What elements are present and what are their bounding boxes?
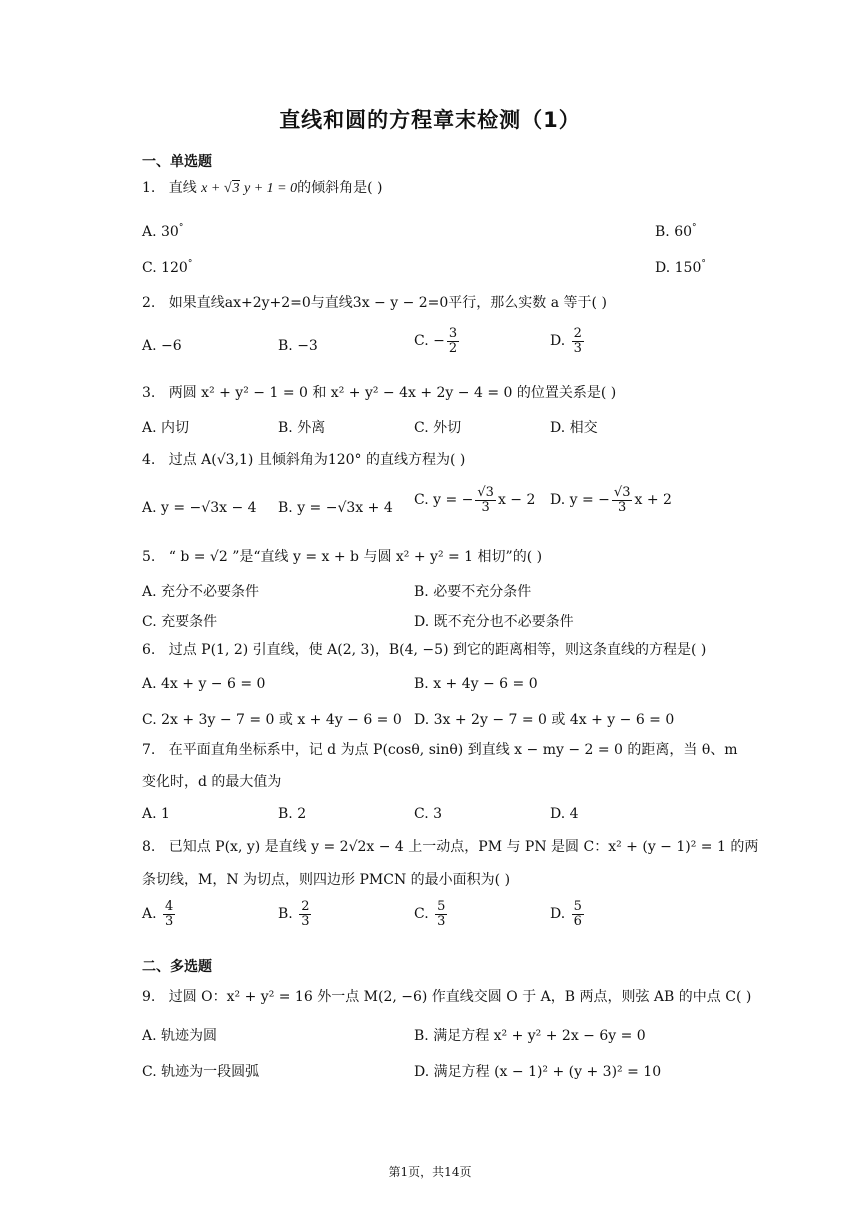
question-2 xyxy=(142,295,607,312)
option-c: C. 轨迹为一段圆弧 xyxy=(142,1064,260,1080)
fraction: $\frac{5}{3}$ xyxy=(437,899,446,929)
option-a: A. 充分不必要条件 xyxy=(142,584,260,600)
option-a: A. 4x + y − 6 = 0 xyxy=(142,676,266,692)
fraction: $\frac{4}{3}$ xyxy=(165,899,174,929)
fraction: $\frac{2}{3}$ xyxy=(573,326,582,356)
option-d: D. $\frac{2}{3}$ xyxy=(550,326,582,356)
option-b: B. y = −√3x + 4 xyxy=(278,500,393,516)
option-c: C. $\frac{5}{3}$ xyxy=(414,899,446,929)
option-d: D. 150° xyxy=(655,259,706,276)
option-b: B. 外离 xyxy=(278,420,326,436)
page-title: 直线和圆的方程章末检测（1） xyxy=(279,108,581,132)
section-heading-single: 一、单选题 xyxy=(142,154,212,170)
option-d: D. 既不充分也不必要条件 xyxy=(414,614,574,630)
option-c: C. y = − $\frac{√3}{3}$ x − 2 xyxy=(414,485,536,515)
option-c: C. 外切 xyxy=(414,420,462,436)
question-4 xyxy=(142,452,465,469)
option-a: A. 30° xyxy=(142,223,184,240)
option-a: A. 内切 xyxy=(142,420,190,436)
question-number: 1. xyxy=(142,180,156,196)
question-text: 过点 P(1, 2) 引直线，使 A(2, 3)，B(4, −5) 到它的距离相等，则这条直线的方程是( ) xyxy=(168,642,707,658)
option-d: D. 4 xyxy=(550,806,579,822)
option-a: A. 1 xyxy=(142,806,170,822)
question-5 xyxy=(142,549,542,566)
option-d: D. $\frac{5}{6}$ xyxy=(550,899,582,929)
option-b: B. x + 4y − 6 = 0 xyxy=(414,676,538,692)
radical: 3 xyxy=(232,181,240,196)
question-text: 的倾斜角是( ) xyxy=(297,180,383,196)
option-b: B. 满足方程 x² + y² + 2x − 6y = 0 xyxy=(414,1028,646,1044)
option-c: C. 2x + 3y − 7 = 0 或 x + 4y − 6 = 0 xyxy=(142,712,402,728)
fraction: $\frac{2}{3}$ xyxy=(301,899,310,929)
question-8 xyxy=(142,839,758,856)
option-d: D. 相交 xyxy=(550,420,598,436)
section-heading-multi: 二、多选题 xyxy=(142,959,212,975)
fraction: $\frac{√3}{3}$ xyxy=(613,485,631,515)
question-3 xyxy=(142,385,616,402)
option-a: A. −6 xyxy=(142,338,182,354)
fraction: $\frac{5}{6}$ xyxy=(573,899,582,929)
option-c: C. 120° xyxy=(142,259,193,276)
math-expression: y + 1 = 0 xyxy=(243,181,298,196)
option-b: B. $\frac{2}{3}$ xyxy=(278,899,310,929)
question-8-line-2: 条切线，M，N 为切点，则四边形 PMCN 的最小面积为( ) xyxy=(142,872,511,888)
fraction: $\frac{3}{2}$ xyxy=(448,326,458,356)
question-number: 9. xyxy=(142,989,156,1005)
option-a: A. 轨迹为圆 xyxy=(142,1028,218,1044)
question-number: 5. xyxy=(142,549,156,565)
question-number: 8. xyxy=(142,839,156,855)
option-c: C. − $\frac{3}{2}$ xyxy=(414,326,458,356)
question-number: 2. xyxy=(142,295,156,311)
option-d: D. 满足方程 (x − 1)² + (y + 3)² = 10 xyxy=(414,1064,662,1080)
option-b: B. 2 xyxy=(278,806,307,822)
question-1 xyxy=(142,180,382,198)
option-b: B. 60° xyxy=(655,223,697,240)
question-text: 已知点 P(x, y) 是直线 y = 2√2x − 4 上一动点，PM 与 PN 是圆 C：x² + (y − 1)² = 1 的两 xyxy=(168,839,759,855)
question-text: 过圆 O：x² + y² = 16 外一点 M(2, −6) 作直线交圆 O 于 A，B 两点，则弦 AB 的中点 C( ) xyxy=(168,989,752,1005)
question-text: 过点 A(√3,1) 且倾斜角为120° 的直线方程为( ) xyxy=(168,452,466,468)
question-number: 4. xyxy=(142,452,156,468)
option-b: B. −3 xyxy=(278,338,318,354)
question-text: 两圆 x² + y² − 1 = 0 和 x² + y² − 4x + 2y − 4 = 0 的位置关系是( ) xyxy=(168,385,617,401)
question-text: 直线 xyxy=(168,180,197,196)
option-d: D. 3x + 2y − 7 = 0 或 4x + y − 6 = 0 xyxy=(414,712,675,728)
option-c: C. 充要条件 xyxy=(142,614,218,630)
question-7-line-2: 变化时，d 的最大值为 xyxy=(142,774,282,790)
fraction: $\frac{√3}{3}$ xyxy=(477,485,494,515)
option-a: A. $\frac{4}{3}$ xyxy=(142,899,174,929)
question-text: 如果直线ax+2y+2=0与直线3x − y − 2=0平行，那么实数 a 等于( ) xyxy=(168,295,607,311)
option-b: B. 必要不充分条件 xyxy=(414,584,532,600)
question-text: “ b = √2 ”是“直线 y = x + b 与圆 x² + y² = 1 相切”的( ) xyxy=(168,549,543,565)
question-9 xyxy=(142,989,751,1006)
question-text: 在平面直角坐标系中，记 d 为点 P(cosθ, sinθ) 到直线 x − my − 2 = 0 的距离，当 θ、m xyxy=(168,742,738,758)
option-a: A. y = −√3x − 4 xyxy=(142,500,257,516)
question-number: 6. xyxy=(142,642,156,658)
question-6 xyxy=(142,642,706,659)
question-number: 3. xyxy=(142,385,156,401)
question-7 xyxy=(142,742,738,759)
page-footer: 第1页，共14页 xyxy=(388,1165,472,1179)
question-number: 7. xyxy=(142,742,156,758)
option-c: C. 3 xyxy=(414,806,443,822)
option-d: D. y = − $\frac{√3}{3}$ x + 2 xyxy=(550,485,672,515)
math-expression: x + √ xyxy=(201,181,232,196)
